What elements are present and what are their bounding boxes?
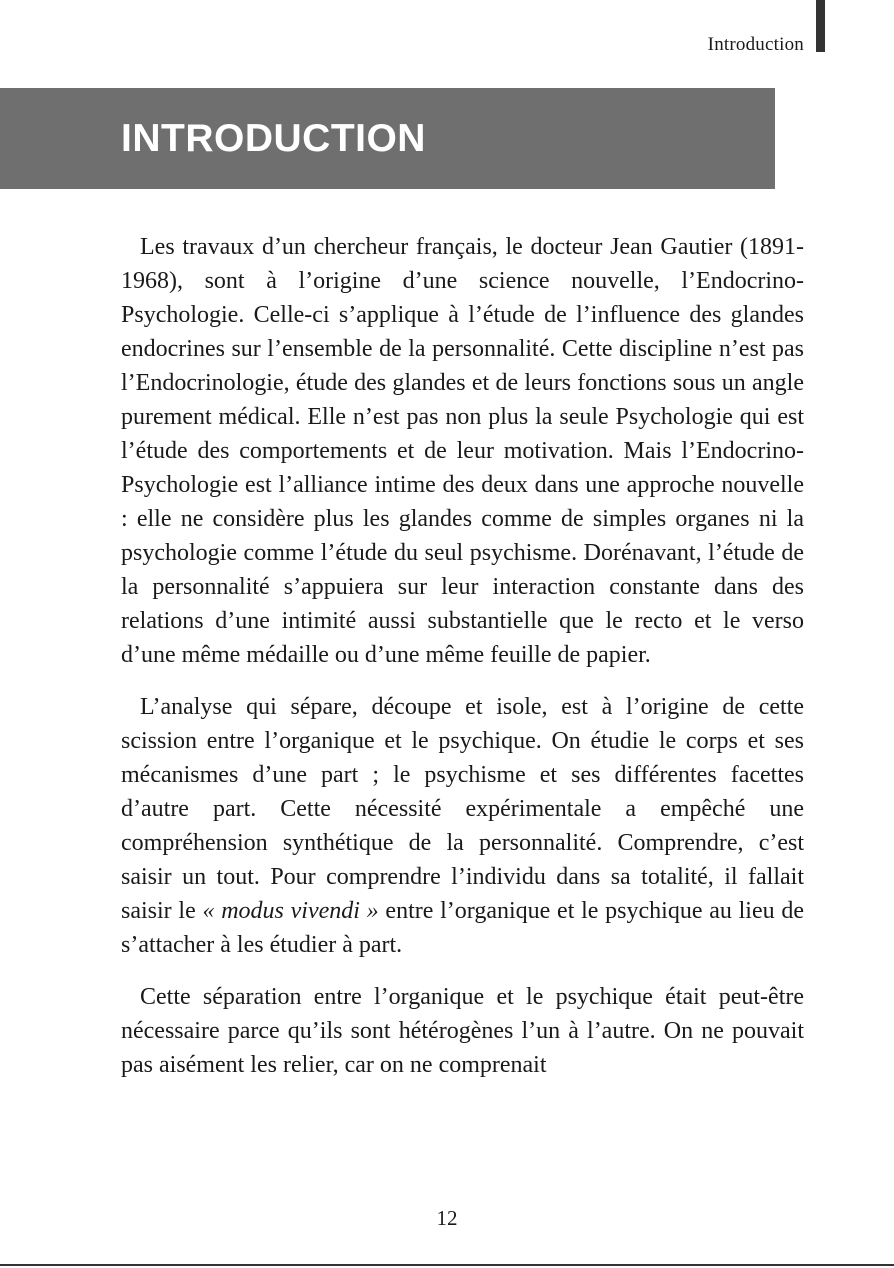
paragraph-2-start: L’analyse qui sépare, découpe et isole, est à l’origine de cette scission entre l’organique et le psychique. On étudie le corps et ses mécanismes d’une part ; le psychisme et ses différentes facettes d’autre part. Cette nécessité expérimentale a empêché une compréhension synthétique de la personnalité. Comprendre, c’est saisir un tout. Pour comprendre l’individu dans sa totalité, il fallait saisir le	[121, 694, 804, 924]
paragraph-3: Cette séparation entre l’organique et le psychique était peut-être nécessaire parce qu’ils sont hétérogènes l’un à l’autre. On ne pouvait pas aisément les relier, car on ne comprenait	[121, 984, 804, 1078]
header-tab-marker	[816, 0, 825, 52]
paragraph-2-italic: « modus vivendi »	[202, 898, 379, 924]
paragraph-2	[121, 690, 804, 962]
paragraph-2-end: entre l’organique et le psychique au lieu de s’attacher à les étudier à part.	[121, 898, 805, 958]
paragraph-1: Les travaux d’un chercheur français, le docteur Jean Gautier (1891-1968), sont à l’origine d’une science nouvelle, l’Endocrino-Psychologie. Celle-ci s’applique à l’étude de l’influence des glandes endocrines sur l’ensemble de la personnalité. Cette discipline n’est pas l’Endocrinologie, étude des glandes et de leurs fonctions sous un angle purement médical. Elle n’est pas non plus la seule Psychologie qui est l’étude des comportements et de leur motivation. Mais l’Endocrino-Psychologie est l’alliance intime des deux dans une approche nouvelle : elle ne considère plus les glandes comme de simples organes ni la psychologie comme l’étude du seul psychisme. Dorénavant, l’étude de la personnalité s’appuiera sur leur interaction constante dans des relations d’une intimité aussi substantielle que le recto et le verso d’une même médaille ou d’une même feuille de papier.	[121, 234, 804, 668]
bottom-rule	[0, 1264, 894, 1266]
chapter-banner	[0, 88, 775, 189]
chapter-title: INTRODUCTION	[121, 117, 426, 160]
running-head: Introduction	[707, 34, 804, 55]
page-number: 12	[436, 1206, 458, 1230]
body-text	[121, 230, 804, 1100]
